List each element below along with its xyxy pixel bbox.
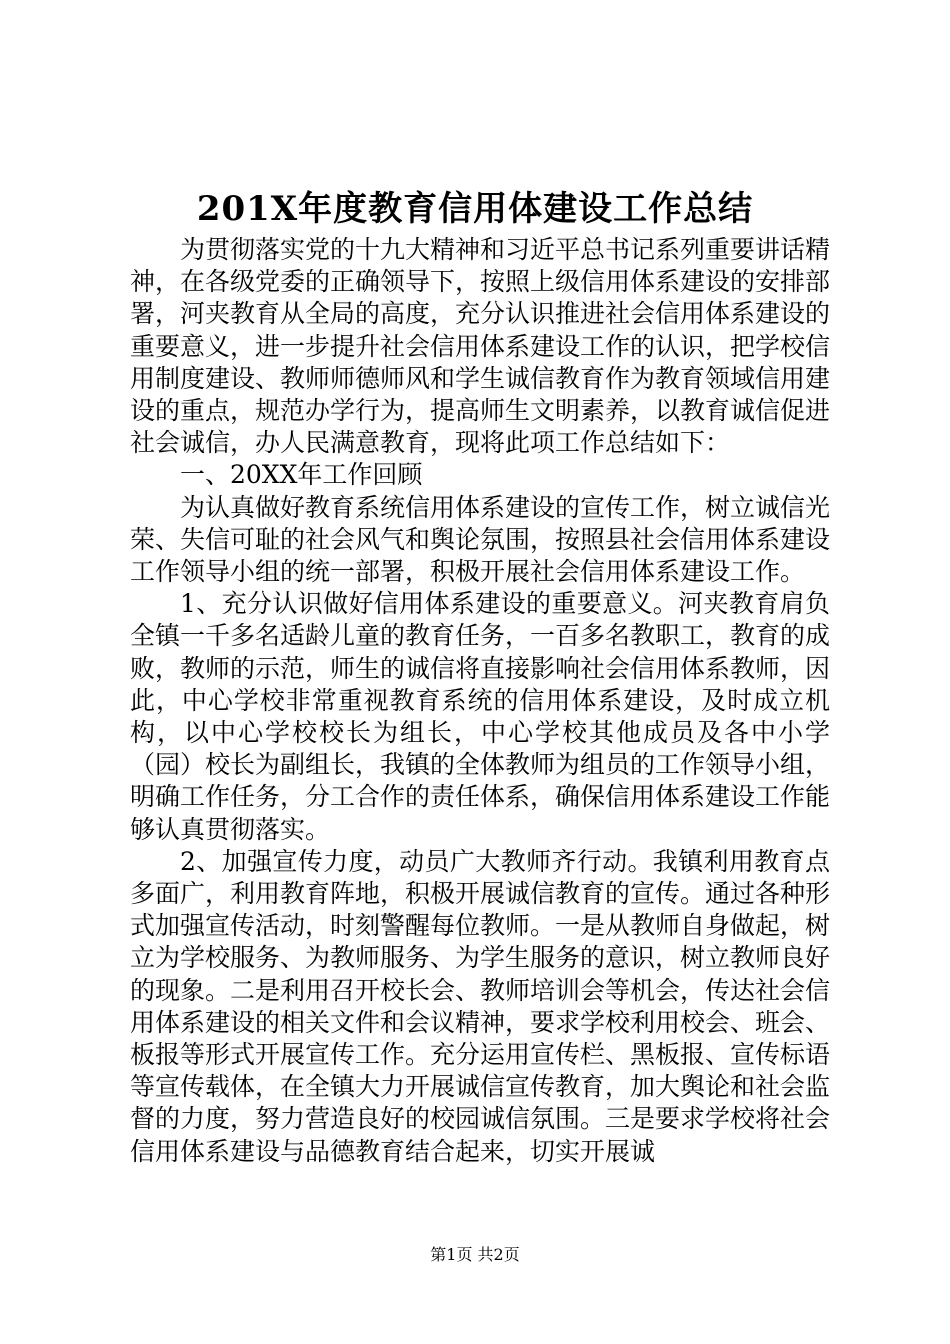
document-body [130, 234, 830, 1168]
page-number: 第1页 共2页 [430, 1245, 520, 1264]
paragraph-point-2: 2、加强宣传力度，动员广大教师齐行动。我镇利用教育点多面广，利用教育阵地，积极开展诚信教育的宣传。通过各种形式加强宣传活动，时刻警醒每位教师。一是从教师自身做起，树立为学校服务、为教师服务、为学生服务的意识，树立教师良好的现象。二是利用召开校长会、教师培训会等机会，传达社会信用体系建设的相关文件和会议精神，要求学校利用校会、班会、板报等形式开展宣传工作。充分运用宣传栏、黑板报、宣传标语等宣传载体，在全镇大力开展诚信宣传教育，加大舆论和社会监督的力度，努力营造良好的校园诚信氛围。三是要求学校将社会信用体系建设与品德教育结合起来，切实开展诚 [130, 846, 831, 1166]
document-title: 201X年度教育信用体建设工作总结 [196, 189, 754, 229]
paragraph-point-1: 1、充分认识做好信用体系建设的重要意义。河夹教育肩负全镇一千多名适龄儿童的教育任务，一百多名教职工，教育的成败，教师的示范，师生的诚信将直接影响社会信用体系教师，因此，中心学校非常重视教育系统的信用体系建设，及时成立机构，以中心学校校长为组长，中心学校其他成员及各中小学（园）校长为副组长，我镇的全体教师为组员的工作领导小组，明确工作任务，分工合作的责任体系，确保信用体系建设工作能够认真贯彻落实。 [130, 589, 831, 844]
paragraph-intro: 为贯彻落实党的十九大精神和习近平总书记系列重要讲话精神，在各级党委的正确领导下，按照上级信用体系建设的安排部署，河夹教育从全局的高度，充分认识推进社会信用体系建设的重要意义，进一步提升社会信用体系建设工作的认识，把学校信用制度建设、教师师德师风和学生诚信教育作为教育领域信用建设的重点，规范办学行为，提高师生文明素养，以教育诚信促进社会诚信，办人民满意教育，现将此项工作总结如下： [130, 235, 831, 458]
section-heading: 一、20XX年工作回顾 [180, 460, 423, 490]
paragraph-overview: 为认真做好教育系统信用体系建设的宣传工作，树立诚信光荣、失信可耻的社会风气和舆论氛围，按照县社会信用体系建设工作领导小组的统一部署，积极开展社会信用体系建设工作。 [130, 492, 831, 587]
